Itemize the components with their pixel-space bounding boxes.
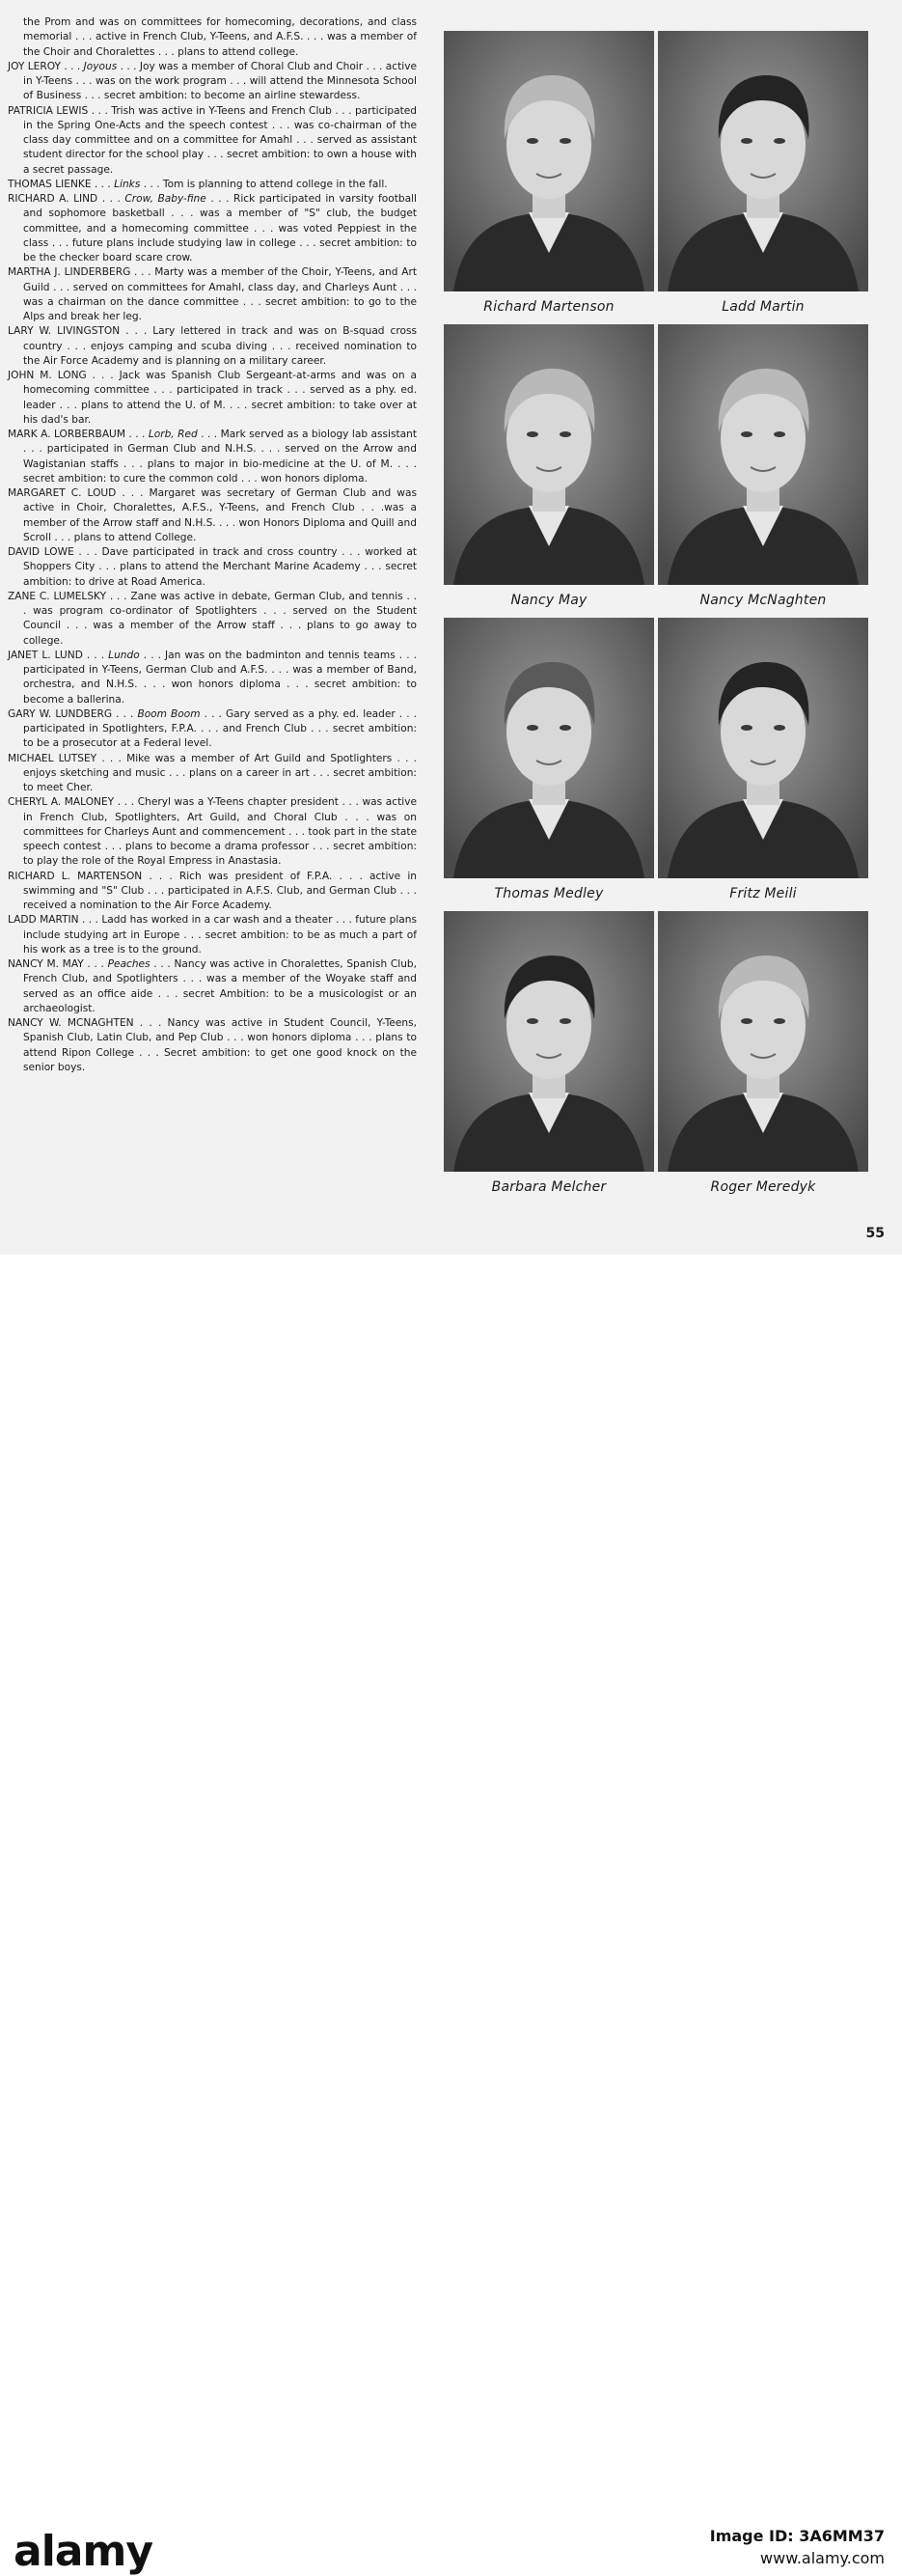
portrait-silhouette bbox=[444, 911, 654, 1172]
portrait-photo bbox=[444, 31, 654, 291]
bio-entry bbox=[8, 957, 417, 1016]
bio-entry bbox=[8, 192, 417, 265]
bio-entry bbox=[8, 428, 417, 486]
bio-name: JOHN M. LONG . . . bbox=[8, 370, 114, 381]
bio-entry bbox=[8, 752, 417, 796]
portrait-silhouette bbox=[444, 618, 654, 878]
bio-name: PATRICIA LEWIS . . . bbox=[8, 104, 108, 117]
bio-text: the Prom and was on committees for homecoming, decorations, and class memorial . . . active in French Club, Y-Teens, and A.F.S. . . . was a member of the Choir and Choralettes . . . plans to attend college. bbox=[23, 16, 417, 58]
portrait-photo bbox=[444, 324, 654, 585]
bio-name: JOY LEROY . . . bbox=[8, 60, 81, 72]
portrait-photo bbox=[444, 911, 654, 1172]
bio-text: Marty was a member of the Choir, Y-Teens, and Art Guild . . . served on committees for Amahl, class day, and Charleys Aunt . . . was a chairman on the dance committee . . . secret ambition: to go to the Alps and break her leg. bbox=[23, 266, 417, 322]
bio-nickname: Joyous bbox=[83, 60, 118, 72]
bio-name: DAVID LOWE . . . bbox=[8, 546, 97, 558]
bio-entry bbox=[8, 369, 417, 428]
watermark-footer bbox=[0, 1255, 902, 2576]
bio-column bbox=[8, 15, 417, 1075]
bio-text: . . . Jan was on the badminton and tennis teams . . . participated in Y-Teens, German Club and A.F.S. . . . was a member of Band, orchestra, and N.H.S. . . . won honors diploma . . . secret ambition: to become a ballerina. bbox=[23, 649, 417, 706]
alamy-logo[interactable]: alamy bbox=[14, 2527, 152, 2576]
bio-text: Jack was Spanish Club Sergeant-at-arms and was on a homecoming committee . . . participated in track . . . served as a phy. ed. leader . . . plans to attend the U. of M. . . . secret ambition: to take over at his dad's bar. bbox=[23, 370, 417, 426]
bio-name: GARY W. LUNDBERG . . . bbox=[8, 707, 134, 720]
bio-text: . . . Tom is planning to attend college in the fall. bbox=[143, 178, 388, 190]
bio-name: MARK A. LORBERBAUM . . . bbox=[8, 429, 146, 440]
bio-name: JANET L. LUND . . . bbox=[8, 649, 105, 661]
bio-text: . . . Nancy was active in Choralettes, Spanish Club, French Club, and Spotlighters . . . was a member of the Woyake staff and served as an office aide . . . secret Ambition: to be a musicologist or an archaeologist. bbox=[23, 958, 417, 1014]
bio-text: Trish was active in Y-Teens and French Club . . . participated in the Spring One-Acts and the speech contest . . . was co-chairman of the class day committee and on a committee for Amahl . . . served as assistant student director for the school play . . . secret ambition: to own a house with a secret passage. bbox=[23, 104, 417, 176]
portrait-caption: Barbara Melcher bbox=[491, 1179, 607, 1195]
bio-text: Zane was active in debate, German Club, and tennis . . . was program co-ordinator of Spotlighters . . . served on the Student Council . . . was a member of the Arrow staff . . . plans to go away to college. bbox=[23, 590, 417, 647]
bio-entry bbox=[8, 649, 417, 707]
bio-entry bbox=[8, 870, 417, 914]
bio-name: THOMAS LIENKE . . . bbox=[8, 178, 111, 190]
bio-name: MICHAEL LUTSEY . . . bbox=[8, 752, 122, 764]
bio-entry bbox=[8, 795, 417, 869]
bio-text: Mike was a member of Art Guild and Spotlighters . . . enjoys sketching and music . . . plans on a career in art . . . secret ambition: to meet Cher. bbox=[23, 752, 418, 793]
bio-nickname: Peaches bbox=[107, 958, 150, 970]
bio-name: RICHARD A. LIND . . . bbox=[8, 193, 121, 205]
portrait-caption: Fritz Meili bbox=[729, 886, 797, 901]
bio-nickname: Links bbox=[114, 178, 141, 190]
bio-text: Rich was president of F.P.A. . . . active in swimming and "S" Club . . . participated in A.F.S. Club, and German Club . . . received a nomination to the Air Force Academy. bbox=[23, 870, 417, 911]
portrait-silhouette bbox=[658, 31, 868, 291]
bio-entry bbox=[8, 913, 417, 957]
bio-text: Ladd has worked in a car wash and a theater . . . future plans include studying art in Europe . . . secret ambition: to be as much a part of his work as a tree is to the ground. bbox=[23, 914, 417, 956]
bio-name: LARY W. LIVINGSTON . . . bbox=[8, 325, 148, 338]
portrait-caption: Nancy McNaghten bbox=[699, 593, 827, 608]
portrait-caption: Thomas Medley bbox=[494, 886, 604, 901]
bio-nickname: Boom Boom bbox=[137, 707, 201, 720]
bio-nickname: Crow, Baby-fine bbox=[124, 193, 206, 205]
portrait-silhouette bbox=[658, 618, 868, 878]
portrait-photo bbox=[658, 618, 868, 878]
bio-nickname: Lorb, Red bbox=[148, 429, 198, 440]
bio-name: LADD MARTIN . . . bbox=[8, 914, 98, 927]
bio-text: Lary lettered in track and was on B-squad cross country . . . enjoys camping and scuba diving . . . received nomination to the Air Force Academy and is planning on a military career. bbox=[23, 325, 417, 367]
bio-text: Cheryl was a Y-Teens chapter president . . . was active in French Club, Spotlighters, Art Guild, and Choral Club . . . was on committees for Charleys Aunt and commencement . . . took part in the state speech contest . . . plans to become a drama professor . . . secret ambition: to play the role of the Royal Empress in Anastasia. bbox=[23, 796, 417, 868]
portrait-silhouette bbox=[444, 31, 654, 291]
bio-text: Dave participated in track and cross country . . . worked at Shoppers City . . . plans to attend the Merchant Marine Academy . . . secret ambition: to drive at Road America. bbox=[23, 546, 418, 588]
bio-entry bbox=[8, 486, 417, 545]
portrait-caption: Ladd Martin bbox=[722, 299, 805, 315]
bio-entry bbox=[8, 707, 417, 752]
bio-entry bbox=[8, 104, 417, 178]
bio-name: RICHARD L. MARTENSON . . . bbox=[8, 870, 173, 882]
yearbook-page bbox=[0, 0, 902, 1255]
bio-name: MARTHA J. LINDERBERG . . . bbox=[8, 266, 151, 279]
bio-text: Nancy was active in Student Council, Y-Teens, Spanish Club, Latin Club, and Pep Club . . . won honors diploma . . . plans to attend Ripon College . . . Secret ambition: to get one good knock on the senior boys. bbox=[23, 1017, 417, 1073]
bio-entry bbox=[8, 545, 417, 590]
bio-name: CHERYL A. MALONEY . . . bbox=[8, 796, 135, 809]
bio-entry bbox=[8, 178, 417, 192]
bio-name: NANCY W. MCNAGHTEN . . . bbox=[8, 1017, 162, 1029]
image-id: Image ID: 3A6MM37 bbox=[709, 2527, 885, 2545]
watermark-url[interactable]: www.alamy.com bbox=[760, 2549, 885, 2567]
portrait-silhouette bbox=[658, 911, 868, 1172]
portrait-photo bbox=[658, 31, 868, 291]
portrait-caption: Roger Meredyk bbox=[710, 1179, 816, 1195]
bio-entry bbox=[8, 15, 417, 60]
portrait-caption: Richard Martenson bbox=[483, 299, 615, 315]
bio-name: NANCY M. MAY . . . bbox=[8, 958, 104, 970]
bio-entry bbox=[8, 590, 417, 649]
portrait-silhouette bbox=[444, 324, 654, 585]
bio-entry bbox=[8, 265, 417, 324]
bio-nickname: Lundo bbox=[108, 649, 140, 661]
bio-entry bbox=[8, 324, 417, 369]
watermark-info bbox=[710, 2527, 885, 2567]
portrait-silhouette bbox=[658, 324, 868, 585]
bio-text: . . . Rick participated in varsity football and sophomore basketball . . . was a member of "S" club, the budget committee, and a homecoming committee . . . was voted Peppiest in the class . . . future plans include studying law in college . . . secret ambition: to be the checker board scare crow. bbox=[23, 193, 418, 263]
bio-name: ZANE C. LUMELSKY . . . bbox=[8, 590, 127, 602]
bio-name: MARGARET C. LOUD . . . bbox=[8, 487, 144, 499]
portrait-photo bbox=[658, 324, 868, 585]
bio-text: . . . Mark served as a biology lab assistant . . . participated in German Club and N.H.S. . . . served on the Arrow and Wagistanian staffs . . . plans to major in bio-medicine at the U. of M. . . . secret ambition: to cure the common cold . . . won honors diploma. bbox=[23, 429, 417, 485]
bio-text: Margaret was secretary of German Club and was active in Choir, Choralettes, A.F.S., Y-Teens, and French Club . . .was a member of the Arrow staff and N.H.S. . . . won Honors Diploma and Quill and Scroll . . . plans to attend College. bbox=[23, 487, 417, 543]
bio-entry bbox=[8, 1016, 417, 1075]
portrait-caption: Nancy May bbox=[510, 593, 588, 608]
bio-entry bbox=[8, 60, 417, 104]
bio-text: . . . Joy was a member of Choral Club and Choir . . . active in Y-Teens . . . was on the work program . . . will attend the Minnesota School of Business . . . secret ambition: to become an airline stewardess. bbox=[23, 60, 417, 102]
portrait-photo bbox=[658, 911, 868, 1172]
bio-text: . . . Gary served as a phy. ed. leader . . . participated in Spotlighters, F.P.A. . . . and French Club . . . secret ambition: to be a prosecutor at a Federal level. bbox=[23, 707, 418, 750]
portrait-photo bbox=[444, 618, 654, 878]
page-number: 55 bbox=[865, 1226, 885, 1241]
